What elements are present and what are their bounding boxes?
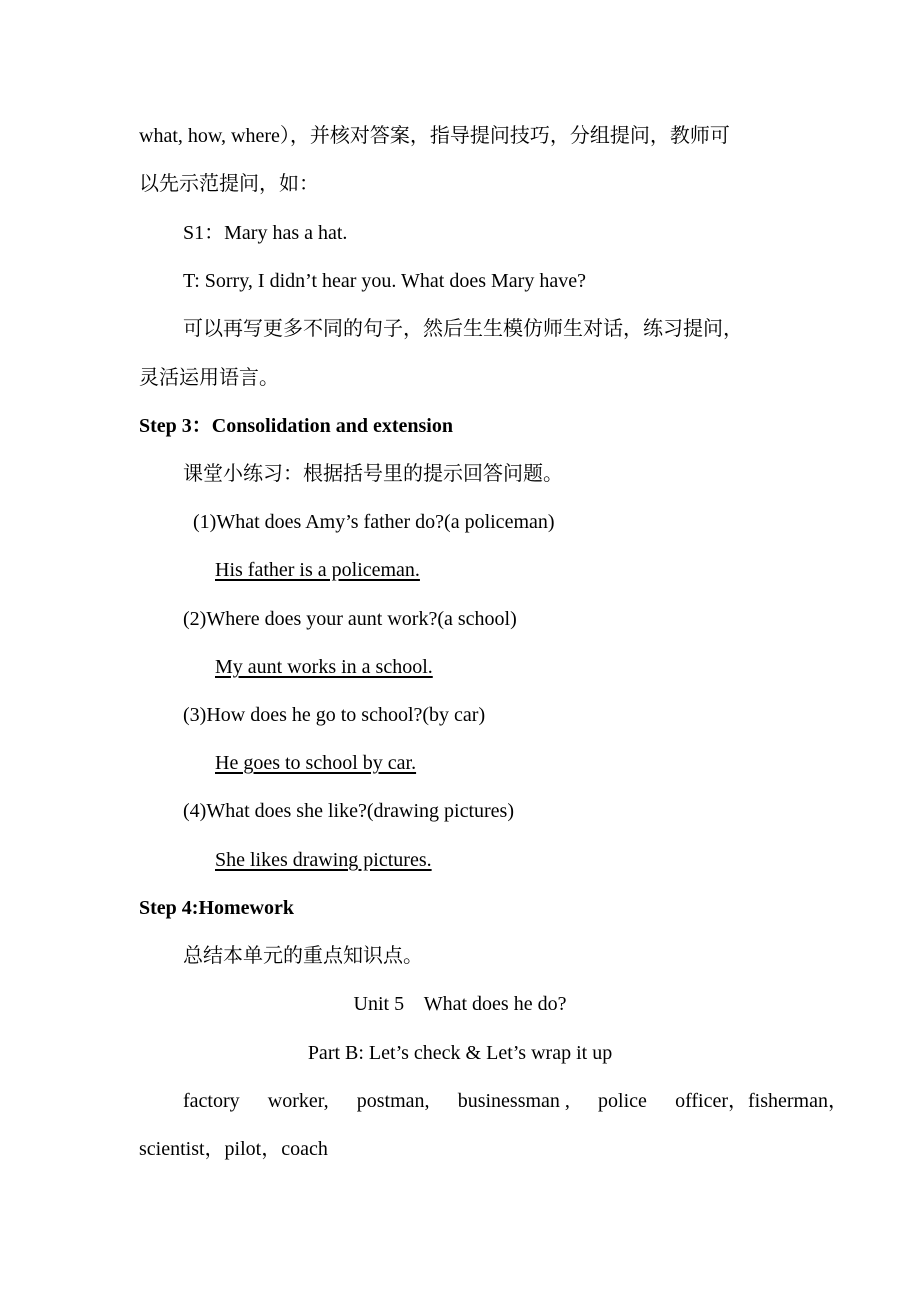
answer-4: She likes drawing pictures. [215,849,432,871]
question-1: (1)What does Amy’s father do?(a policeman) [193,511,555,533]
answer-3: He goes to school by car. [215,752,417,774]
practice-text-1: 可以再写更多不同的句子，然后生生模仿师生对话，练习提问， [183,318,743,340]
step3-heading: Step 3：Consolidation and extension [139,415,453,437]
question-3: (3)How does he go to school?(by car) [183,704,486,726]
step4-heading: Step 4:Homework [139,897,294,919]
step3-instruction: 课堂小练习：根据括号里的提示回答问题。 [183,463,563,485]
vocab-word: businessman , [457,1090,570,1112]
intro-line-1: what, how, where），并核对答案，指导提问技巧，分组提问，教师可 [139,125,730,147]
answer-2: My aunt works in a school. [215,656,433,678]
vocab-line-1 [183,1089,848,1113]
practice-text-2: 灵活运用语言。 [139,367,279,389]
step4-text: 总结本单元的重点知识点。 [183,945,423,967]
vocab-line-2: scientist，pilot，coach [139,1138,328,1160]
vocab-word: factory [183,1090,240,1112]
unit-title: Unit 5 What does he do? [353,993,567,1015]
question-4: (4)What does she like?(drawing pictures) [183,800,514,822]
intro-line-2: 以先示范提问，如： [139,173,319,195]
question-2: (2)Where does your aunt work?(a school) [183,608,517,630]
vocab-word: police [598,1090,647,1112]
answer-1: His father is a policeman. [215,559,420,581]
vocab-word: officer，fisherman， [675,1090,848,1112]
unit-part-title: Part B: Let’s check & Let’s wrap it up [307,1042,613,1064]
vocab-word: postman, [356,1090,430,1112]
vocab-word: worker, [267,1090,329,1112]
dialogue-s1: S1：Mary has a hat. [183,222,348,244]
dialogue-t: T: Sorry, I didn’t hear you. What does Mary have? [183,270,586,292]
